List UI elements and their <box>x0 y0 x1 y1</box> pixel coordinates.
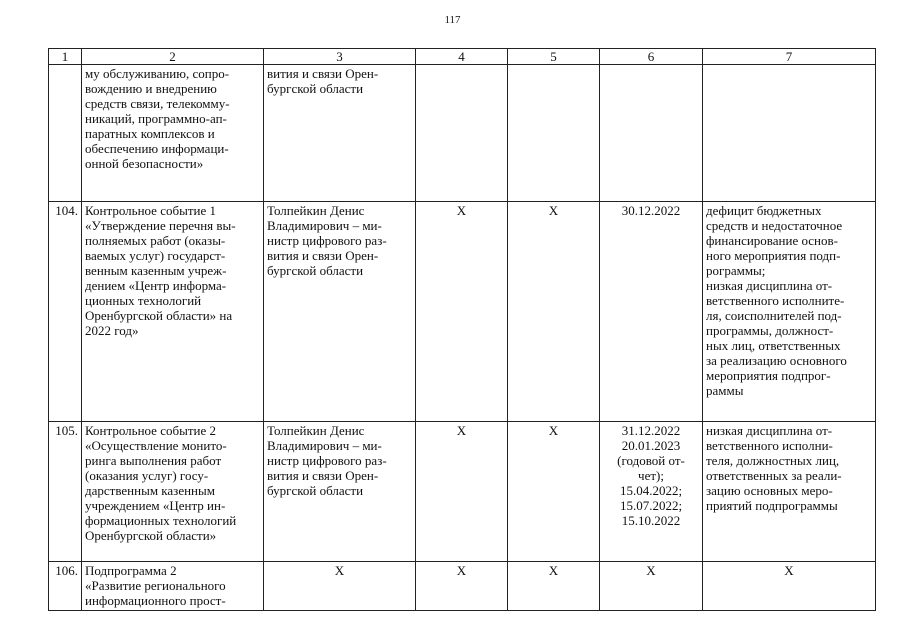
col4-cell: X <box>416 202 508 422</box>
col4-cell: X <box>416 562 508 611</box>
row-number: 104. <box>49 202 82 422</box>
page-number: 117 <box>444 14 461 26</box>
header-cell: 7 <box>703 49 876 65</box>
header-cell: 4 <box>416 49 508 65</box>
date-cell: 30.12.2022 <box>600 202 703 422</box>
responsible-cell: Толпейкин Денис Владимирович – ми- нистр цифрового раз- вития и связи Орен- бургской области <box>264 202 416 422</box>
col4-cell: X <box>416 422 508 562</box>
risk-cell: X <box>703 562 876 611</box>
table-row <box>49 202 876 422</box>
header-row <box>49 49 876 65</box>
responsible-cell: Толпейкин Денис Владимирович – ми- нистр цифрового раз- вития и связи Орен- бургской области <box>264 422 416 562</box>
risk-cell <box>703 65 876 202</box>
col5-cell: X <box>508 202 600 422</box>
row-number: 105. <box>49 422 82 562</box>
date-cell: 31.12.2022 20.01.2023 (годовой от- чет); 15.04.2022; 15.07.2022; 15.10.2022 <box>600 422 703 562</box>
date-cell: X <box>600 562 703 611</box>
plan-table <box>48 48 876 611</box>
event-cell: Контрольное событие 2 «Осуществление монито- ринга выполнения работ (оказания услуг) госу- дарственным казенным учреждением «Центр ин- формационных технологий Оренбургской области» <box>82 422 264 562</box>
risk-cell: низкая дисциплина от- ветственного исполни- теля, должностных лиц, ответственных за реали- зацию основных меро- приятий подпрограммы <box>703 422 876 562</box>
row-number: 106. <box>49 562 82 611</box>
row-number <box>49 65 82 202</box>
responsible-cell: вития и связи Орен- бургской области <box>264 65 416 202</box>
date-cell <box>600 65 703 202</box>
header-cell: 5 <box>508 49 600 65</box>
header-cell: 6 <box>600 49 703 65</box>
header-cell: 1 <box>49 49 82 65</box>
col5-cell: X <box>508 422 600 562</box>
header-cell: 2 <box>82 49 264 65</box>
col5-cell: X <box>508 562 600 611</box>
table-row <box>49 65 876 202</box>
col5-cell <box>508 65 600 202</box>
event-cell: му обслуживанию, сопро- вождению и внедрению средств связи, телекомму- никаций, программно-ап- паратных комплексов и обеспечению информаци- онной безопасности» <box>82 65 264 202</box>
event-cell: Подпрограмма 2 «Развитие регионального информационного прост- <box>82 562 264 611</box>
table-row <box>49 562 876 611</box>
header-cell: 3 <box>264 49 416 65</box>
event-cell: Контрольное событие 1 «Утверждение перечня вы- полняемых работ (оказы- ваемых услуг) государст- венным казенным учреж- дением «Центр информа- ционных технологий Оренбургской области» на 2022 год» <box>82 202 264 422</box>
col4-cell <box>416 65 508 202</box>
risk-cell: дефицит бюджетных средств и недостаточное финансирование основ- ного мероприятия подп- рограммы; низкая дисциплина от- ветственного исполните- ля, соисполнителей под- программы, должност- ных лиц, ответственных за реализацию основного мероприятия подпрог- раммы <box>703 202 876 422</box>
responsible-cell: X <box>264 562 416 611</box>
table-row <box>49 422 876 562</box>
